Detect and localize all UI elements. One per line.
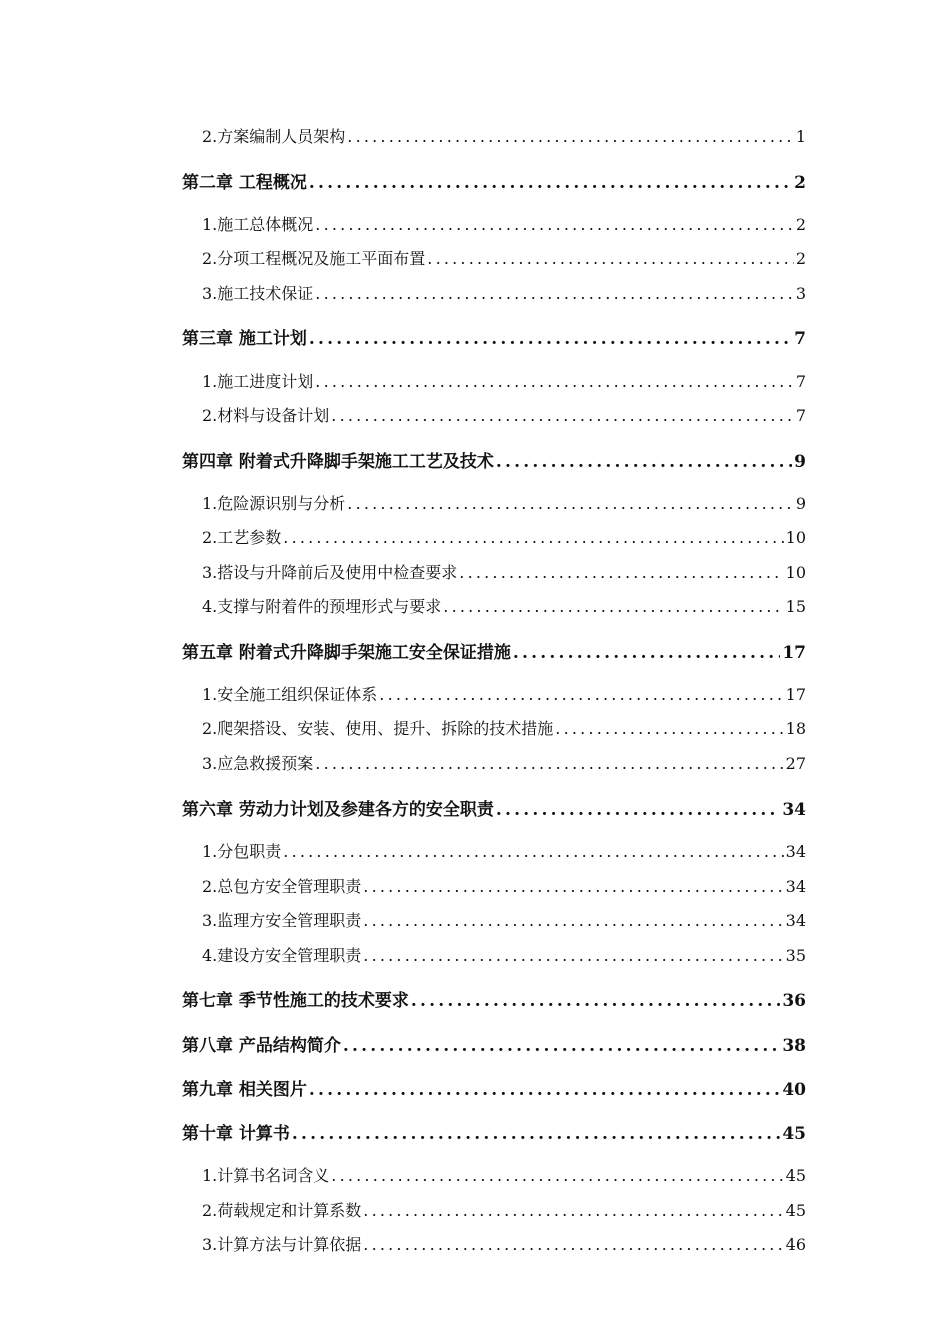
toc-leader-dots [315, 215, 794, 234]
toc-entry-page: 27 [785, 754, 806, 773]
toc-entry-page: 45 [782, 1124, 806, 1144]
toc-entry-title: 2.爬架搭设、安装、使用、提升、拆除的技术措施 [202, 719, 554, 738]
toc-leader-dots [331, 406, 794, 425]
toc-entry[interactable] [202, 403, 806, 426]
toc-leader-dots [496, 452, 792, 472]
toc-entry-title: 第七章 季节性施工的技术要求 [182, 991, 409, 1011]
toc-entry-page: 9 [794, 452, 806, 472]
toc-entry-page: 9 [795, 494, 806, 513]
toc-entry[interactable] [202, 246, 806, 269]
toc-entry-title: 4.支撑与附着件的预埋形式与要求 [202, 597, 442, 616]
toc-leader-dots [427, 249, 794, 268]
toc-entry[interactable] [202, 716, 806, 739]
toc-leader-dots [315, 372, 794, 391]
toc-entry[interactable] [202, 594, 806, 617]
toc-entry[interactable] [202, 560, 806, 583]
toc-entry-page: 7 [795, 372, 806, 391]
toc-leader-dots [309, 173, 792, 193]
toc-leader-dots [363, 1235, 783, 1254]
toc-leader-dots [513, 643, 780, 663]
toc-entry[interactable] [202, 491, 806, 514]
toc-entry[interactable] [202, 281, 806, 304]
toc-entry-title: 1.分包职责 [202, 842, 282, 861]
toc-entry-page: 2 [794, 173, 806, 193]
toc-entry-page: 45 [785, 1166, 806, 1185]
toc-entry-title: 2.材料与设备计划 [202, 406, 330, 425]
toc-entry-title: 2.工艺参数 [202, 528, 282, 547]
toc-leader-dots [555, 719, 783, 738]
toc-entry-page: 17 [785, 685, 806, 704]
toc-leader-dots [347, 494, 794, 513]
toc-entry-page: 2 [795, 249, 806, 268]
toc-leader-dots [292, 1124, 780, 1144]
toc-entry[interactable] [202, 124, 806, 147]
toc-entry-title: 第三章 施工计划 [182, 329, 307, 349]
toc-entry-title: 第八章 产品结构简介 [182, 1036, 341, 1056]
toc-entry-page: 38 [782, 1036, 806, 1056]
toc-entry[interactable] [182, 324, 806, 349]
toc-entry-page: 7 [794, 329, 806, 349]
toc-leader-dots [347, 127, 794, 146]
toc-entry-page: 18 [785, 719, 806, 738]
toc-entry-title: 第九章 相关图片 [182, 1080, 307, 1100]
toc-leader-dots [309, 329, 792, 349]
toc-entry-title: 第四章 附着式升降脚手架施工工艺及技术 [182, 452, 494, 472]
toc-leader-dots [283, 842, 783, 861]
toc-entry[interactable] [182, 1075, 806, 1100]
toc-leader-dots [363, 946, 783, 965]
toc-leader-dots [315, 754, 783, 773]
toc-entry-page: 36 [782, 991, 806, 1011]
toc-entry[interactable] [182, 447, 806, 472]
toc-entry[interactable] [202, 874, 806, 897]
toc-entry-title: 2.总包方安全管理职责 [202, 877, 362, 896]
toc-entry[interactable] [182, 986, 806, 1011]
toc-entry[interactable] [202, 839, 806, 862]
toc-leader-dots [379, 685, 783, 704]
toc-leader-dots [443, 597, 783, 616]
toc-entry[interactable] [202, 751, 806, 774]
toc-entry-page: 46 [785, 1235, 806, 1254]
toc-entry-page: 15 [785, 597, 806, 616]
toc-entry[interactable] [182, 638, 806, 663]
toc-entry-title: 1.施工进度计划 [202, 372, 314, 391]
toc-entry[interactable] [202, 1232, 806, 1255]
toc-entry-page: 34 [785, 842, 806, 861]
toc-entry-title: 3.施工技术保证 [202, 284, 314, 303]
toc-entry-title: 3.应急救援预案 [202, 754, 314, 773]
toc-entry[interactable] [182, 1119, 806, 1144]
toc-entry[interactable] [182, 168, 806, 193]
toc-leader-dots [363, 911, 783, 930]
toc-entry-page: 45 [785, 1201, 806, 1220]
toc-entry[interactable] [202, 525, 806, 548]
toc-entry-page: 10 [785, 563, 806, 582]
toc-entry[interactable] [202, 943, 806, 966]
toc-entry[interactable] [202, 1163, 806, 1186]
toc-entry-title: 2.分项工程概况及施工平面布置 [202, 249, 426, 268]
toc-entry[interactable] [202, 369, 806, 392]
toc-leader-dots [315, 284, 794, 303]
toc-entry-page: 40 [782, 1080, 806, 1100]
toc-entry-page: 2 [795, 215, 806, 234]
toc-entry-page: 35 [785, 946, 806, 965]
toc-entry[interactable] [182, 1031, 806, 1056]
toc-entry-title: 1.施工总体概况 [202, 215, 314, 234]
toc-entry-page: 34 [785, 877, 806, 896]
toc-leader-dots [363, 877, 783, 896]
toc-entry-title: 4.建设方安全管理职责 [202, 946, 362, 965]
toc-leader-dots [283, 528, 783, 547]
toc-entry[interactable] [202, 908, 806, 931]
toc-entry-page: 17 [782, 643, 806, 663]
toc-leader-dots [331, 1166, 783, 1185]
toc-entry-title: 3.搭设与升降前后及使用中检查要求 [202, 563, 458, 582]
toc-entry-title: 1.安全施工组织保证体系 [202, 685, 378, 704]
toc-entry-title: 第六章 劳动力计划及参建各方的安全职责 [182, 800, 494, 820]
toc-entry-page: 34 [782, 800, 806, 820]
toc-entry[interactable] [202, 1198, 806, 1221]
toc-entry-title: 第二章 工程概况 [182, 173, 307, 193]
toc-entry-title: 第五章 附着式升降脚手架施工安全保证措施 [182, 643, 511, 663]
toc-entry[interactable] [202, 212, 806, 235]
toc-leader-dots [343, 1036, 780, 1056]
toc-entry-title: 3.监理方安全管理职责 [202, 911, 362, 930]
toc-entry-page: 7 [795, 406, 806, 425]
toc-entry-page: 3 [795, 284, 806, 303]
toc-entry[interactable] [182, 795, 806, 820]
toc-entry-title: 2.方案编制人员架构 [202, 127, 346, 146]
toc-entry-page: 34 [785, 911, 806, 930]
toc-leader-dots [459, 563, 783, 582]
toc-entry-page: 1 [795, 127, 806, 146]
toc-leader-dots [309, 1080, 780, 1100]
toc-entry-title: 2.荷载规定和计算系数 [202, 1201, 362, 1220]
toc-entry[interactable] [202, 682, 806, 705]
toc-leader-dots [411, 991, 780, 1011]
toc-entry-title: 3.计算方法与计算依据 [202, 1235, 362, 1254]
toc-entry-page: 10 [785, 528, 806, 547]
toc-entry-title: 第十章 计算书 [182, 1124, 290, 1144]
toc-leader-dots [496, 800, 780, 820]
toc-entry-title: 1.危险源识别与分析 [202, 494, 346, 513]
toc-leader-dots [363, 1201, 783, 1220]
toc-entry-title: 1.计算书名词含义 [202, 1166, 330, 1185]
